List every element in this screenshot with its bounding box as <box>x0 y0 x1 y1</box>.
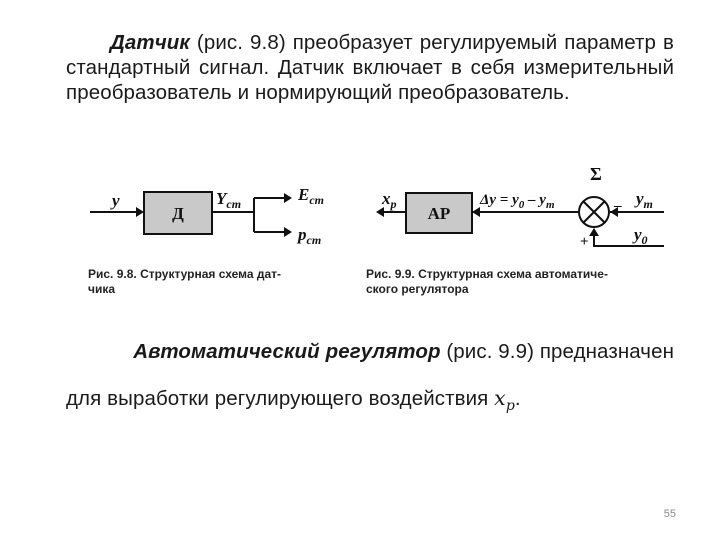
svg-text:y0 <box>632 225 648 247</box>
branch2-sub: ст <box>306 233 322 247</box>
input1-sub: т <box>643 197 653 211</box>
paragraph-regulator-line1 <box>66 339 674 364</box>
regulator-symbol: $x_p$ <box>494 386 515 415</box>
sum-symbol: Σ <box>590 164 602 184</box>
svg-text:Eст <box>297 185 324 207</box>
figure-captions <box>88 267 608 296</box>
svg-text:Δy = y0 – yт <box>479 192 555 211</box>
sensor-block-label: Д <box>172 204 184 223</box>
branch1-sub: ст <box>309 193 325 207</box>
caption-9-9-line2: ского регулятора <box>366 282 469 296</box>
regulator-tail: . <box>514 387 521 410</box>
paragraph-regulator-line2 <box>66 386 674 419</box>
input2-sub: 0 <box>641 233 648 247</box>
regulator-block-label: АР <box>427 204 451 223</box>
figures-scan <box>84 160 674 300</box>
plus-sign: + <box>580 234 589 250</box>
delta-sub0: 0 <box>518 199 525 211</box>
delta-minus: – y <box>524 192 546 208</box>
sensor-output-label: Y <box>216 189 227 208</box>
input1-label: y <box>636 189 644 208</box>
term-regulator: Автоматический регулятор <box>133 340 441 363</box>
svg-text:yт <box>634 189 653 211</box>
minus-sign: – <box>614 198 622 214</box>
sensor-definition-text: (рис. 9.8) преобразует регулируемый параметр в стандартный сигнал. Датчик включает в себя измерительный преобразователь и нормирующий преобразователь. <box>66 31 674 104</box>
setpoint-input-line <box>594 229 664 246</box>
regulator-symbol-sub: p <box>505 398 515 415</box>
sensor-output-sub: ст <box>226 197 242 211</box>
figure-9-8-diagram <box>90 185 324 247</box>
sensor-input-label: y <box>112 191 120 210</box>
paragraph-sensor-definition <box>66 30 674 105</box>
slide-number: 55 <box>663 508 676 520</box>
caption-9-9-line1: Рис. 9.9. Структурная схема автоматиче- <box>366 267 608 281</box>
regulator-text: (рис. 9.9) предназначен <box>440 340 674 363</box>
caption-9-8-line1: Рис. 9.8. Структурная схема дат- <box>88 267 282 281</box>
branch1-label: E <box>298 185 310 204</box>
term-sensor: Датчик <box>110 31 190 54</box>
delta-subt: т <box>545 199 555 211</box>
svg-text:Yст <box>216 189 241 211</box>
regulator-output-label: x <box>382 189 391 208</box>
svg-text:xр <box>381 189 397 211</box>
input2-label: y <box>634 225 642 244</box>
regulator-line2: для выработки регулирующего воздействия <box>66 387 495 410</box>
svg-text:pст <box>296 225 321 247</box>
regulator-output-sub: р <box>390 197 397 211</box>
caption-9-8-line2: чика <box>88 282 116 296</box>
figure-9-9-diagram <box>376 164 664 250</box>
branch2-label: p <box>298 225 307 244</box>
delta-expr: Δy = y <box>480 192 519 208</box>
